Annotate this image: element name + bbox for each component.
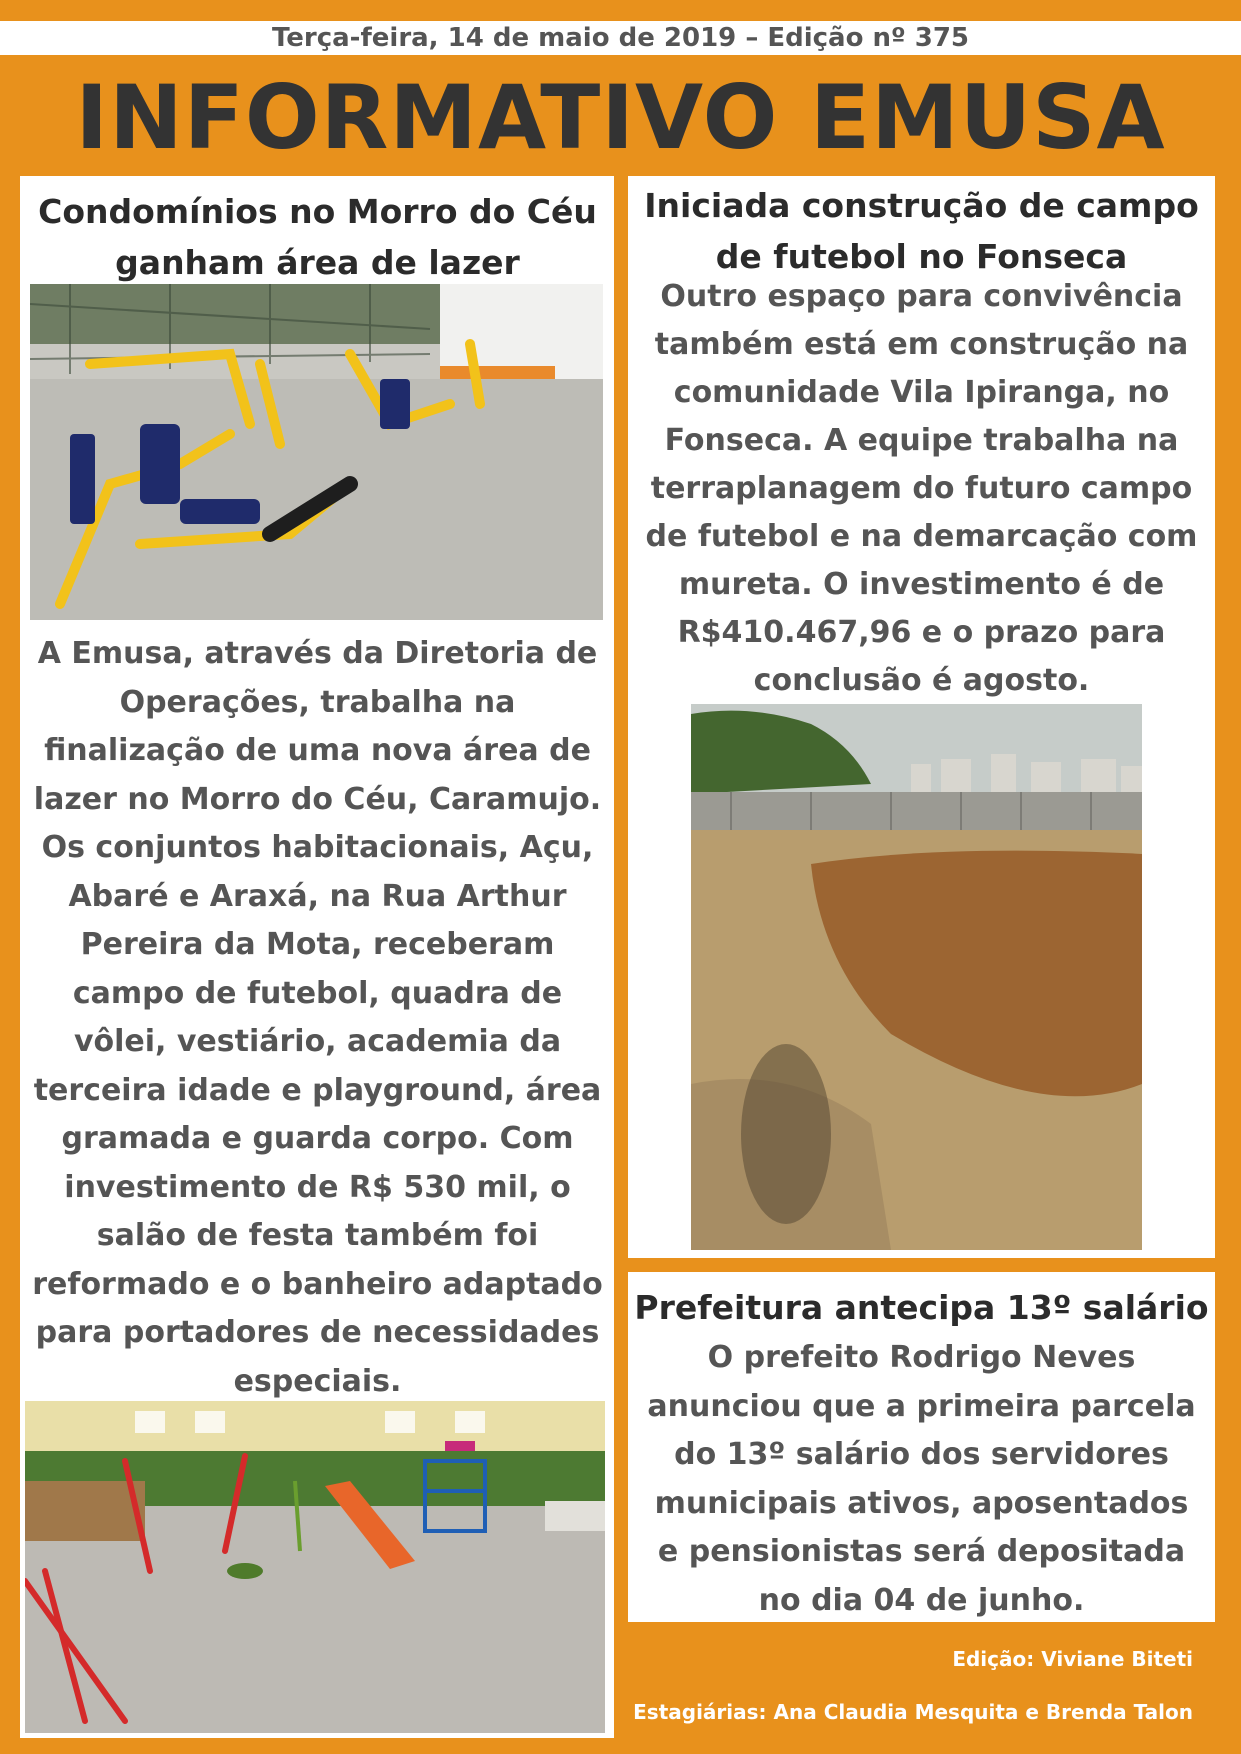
article-left-headline: Condomínios no Morro do Céu ganham área de lazer bbox=[38, 192, 597, 282]
football-field-construction-photo bbox=[691, 704, 1142, 1250]
outdoor-gym-photo bbox=[30, 284, 603, 620]
dateline: Terça-feira, 14 de maio de 2019 – Edição nº 375 bbox=[0, 21, 1241, 55]
credit-interns: Estagiárias: Ana Claudia Mesquita e Brenda Talon bbox=[633, 1700, 1193, 1724]
credit-editor: Edição: Viviane Biteti bbox=[952, 1647, 1193, 1671]
article-bottom-headline: Prefeitura antecipa 13º salário bbox=[634, 1288, 1209, 1327]
article-right-headline: Iniciada construção de campo de futebol no Fonseca bbox=[644, 186, 1199, 276]
playground-photo bbox=[25, 1401, 605, 1733]
article-bottom-body: O prefeito Rodrigo Neves anunciou que a primeira parcela do 13º salário dos servidores municipais ativos, aposentados e pensionistas será depositada no dia 04 de junho. bbox=[647, 1340, 1196, 1618]
article-right-body: Outro espaço para convivência também está em construção na comunidade Vila Ipiranga, no Fonseca. A equipe trabalha na terraplanagem do futuro campo de futebol e na demarcação com mureta. O investimento é de R$410.467,96 e o prazo para conclusão é agosto. bbox=[645, 279, 1198, 698]
masthead-title: INFORMATIVO EMUSA bbox=[75, 66, 1166, 169]
article-left-body: A Emusa, através da Diretoria de Operações, trabalha na finalização de uma nova área de lazer no Morro do Céu, Caramujo. Os conjuntos habitacionais, Açu, Abaré e Araxá, na Rua Arthur Pereira da Mota, receberam campo de futebol, quadra de vôlei, vestiário, academia da terceira idade e playground, área gramada e guarda corpo. Com investimento de R$ 530 mil, o salão de festa também foi reformado e o banheiro adaptado para portadores de necessidades especiais. bbox=[32, 636, 603, 1399]
